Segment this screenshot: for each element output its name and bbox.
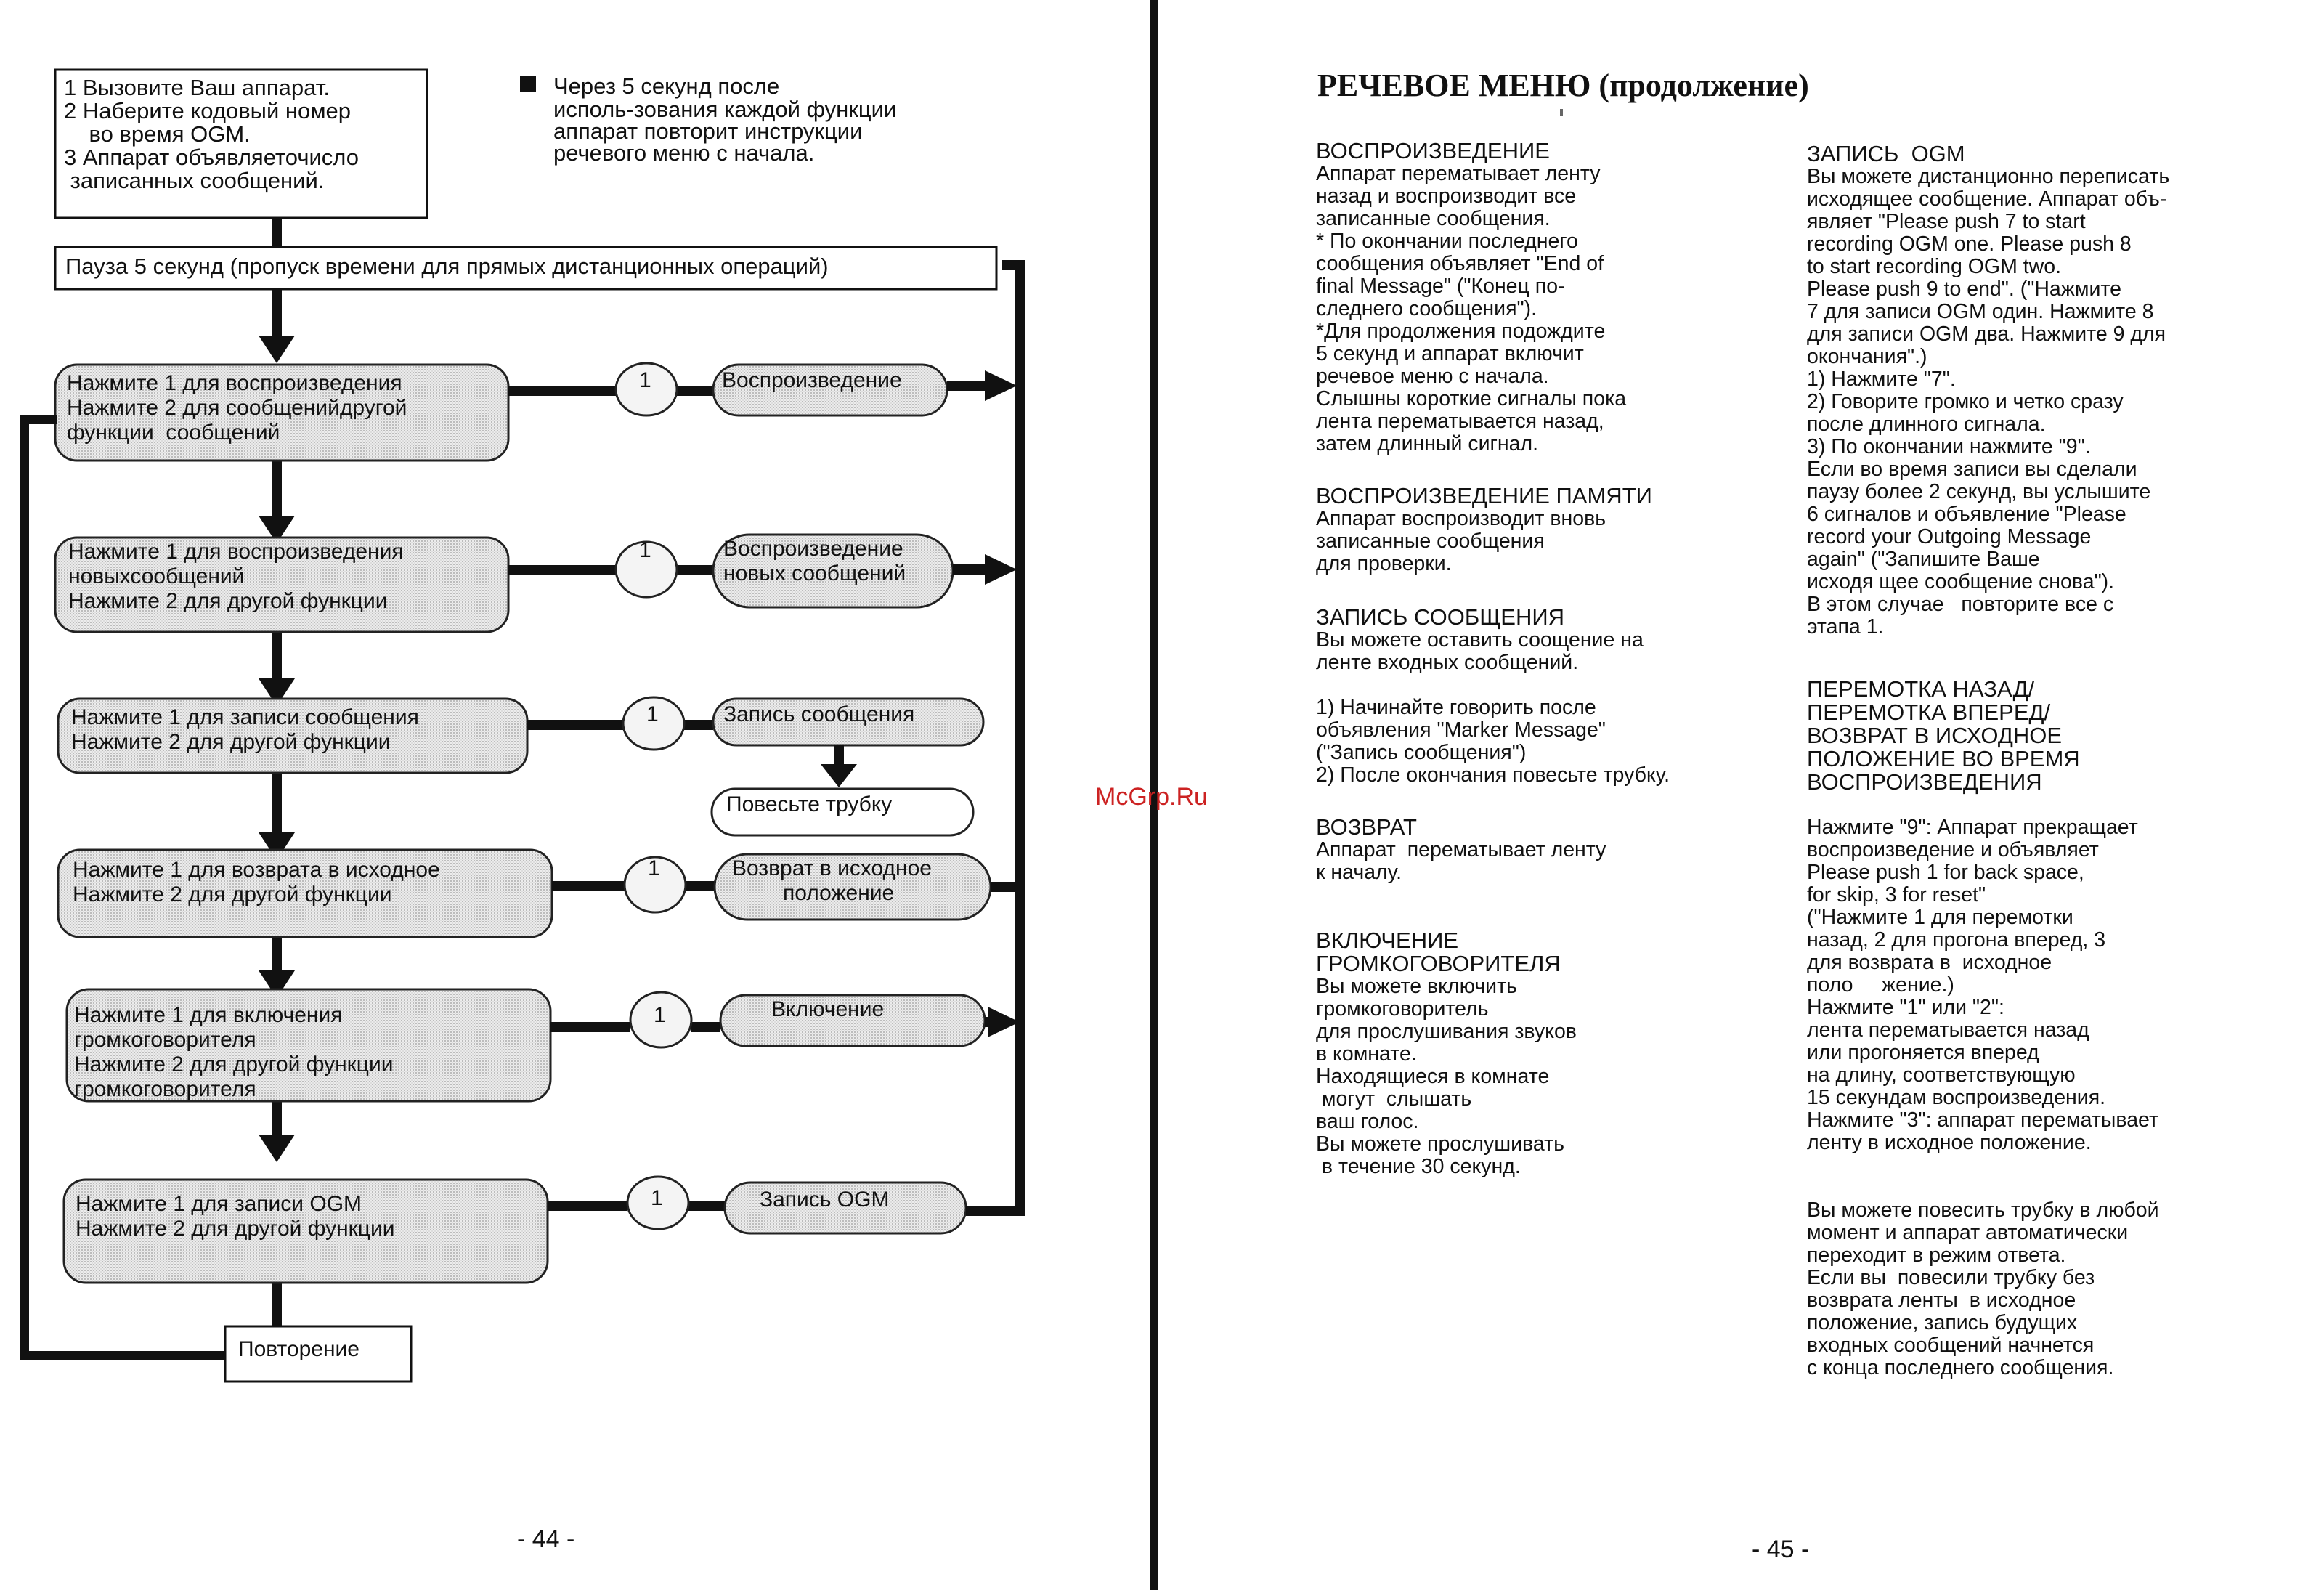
section-line: Вы можете оставить соощение на [1316,628,1644,652]
section-line [1807,1154,2169,1177]
result-label: Запись OGM [760,1188,890,1212]
section [1807,678,2169,1379]
key-label: 1 [639,368,651,392]
step-3-line: Нажмите 2 для другой функции [71,730,391,754]
section-line: исходящее сообщение. Аппарат объ- [1807,187,2167,211]
section-line: Вы можете прослушивать [1316,1132,1564,1156]
section-line: Вы можете дистанционно переписать [1807,165,2170,188]
section-line: речевое меню с начала. [1316,365,1549,388]
section-line: записанные сообщения. [1316,207,1551,230]
section-line: ленту в исходное положение. [1807,1131,2092,1154]
section-heading: ВКЛЮЧЕНИЕ [1316,928,1459,953]
section-line: final Message" ("Конец по- [1316,275,1565,298]
step-boxes [55,365,552,1283]
section-line: положение, запись будущих [1807,1311,2078,1334]
key-circles [616,363,691,1229]
repeat-label: Повторение [238,1337,359,1361]
section-line: Если во время записи вы сделали [1807,458,2137,481]
hangup-label: Повесьте трубку [726,792,893,816]
section-line: 5 секунд и аппарат включит [1316,342,1584,365]
section [1316,929,1670,1178]
section-line: являет "Please push 7 to start [1807,210,2086,233]
section-line: момент и аппарат автоматически [1807,1221,2129,1244]
section-line: Нажмите "9": Аппарат прекращает [1807,816,2138,839]
section-line: в комнате. [1316,1042,1417,1066]
step-2-line: Нажмите 1 для воспроизведения [68,540,404,564]
section-line: *Для продолжения подождите [1316,320,1606,343]
section-line: Аппарат перематывает ленту [1316,162,1601,185]
step-2-line: новыхсообщений [68,564,245,588]
result-label: Воспроизведение [723,537,903,561]
step-3-line: Нажмите 1 для записи сообщения [71,705,419,729]
note-line: Через 5 секунд после [553,73,780,99]
page-title: РЕЧЕВОЕ МЕНЮ (продолжение) [1317,68,1809,103]
key-label: 1 [646,702,659,726]
section-line [1807,794,2169,816]
section-line: объявления "Marker Message" [1316,718,1606,742]
section-line: для проверки. [1316,552,1452,575]
intro-line: во время OGM. [64,121,251,147]
key-label: 1 [651,1186,663,1210]
pause-text: Пауза 5 секунд (пропуск времени для прямых дистанционных операций) [65,253,829,279]
section-line: Слышны короткие сигналы пока [1316,387,1627,410]
section-line: 2) Говорите громко и четко сразу [1807,390,2124,413]
section-heading: ВОСПРОИЗВЕДЕНИЯ [1807,769,2042,795]
section-line: переходит в режим ответа. [1807,1244,2066,1267]
section-line: 7 для записи OGM один. Нажмите 8 [1807,300,2154,323]
section-line: В этом случае повторите все с [1807,593,2114,616]
intro-line: 3 Аппарат объявляеточисло [64,145,359,170]
section-heading: ВОЗВРАТ [1316,814,1417,840]
page-number-right: - 45 - [1752,1536,1810,1563]
result-label: новых сообщений [723,561,906,585]
section [1807,142,2169,638]
note-line: аппарат повторит инструкции [553,118,863,144]
section-line: записанные сообщения [1316,530,1545,553]
section-heading: ПОЛОЖЕНИЕ ВО ВРЕМЯ [1807,746,2080,771]
section-line: назад, 2 для прогона вперед, 3 [1807,928,2106,952]
step-5-line: громкоговорителя [74,1028,256,1052]
section-line: исходя щее сообщение снова"). [1807,570,2115,593]
section-line [1807,1177,2169,1199]
section-line: паузу более 2 секунд, вы услышите [1807,480,2151,503]
section-line: Находящиеся в комнате [1316,1065,1550,1088]
section-line: для прослушивания звуков [1316,1020,1577,1043]
step-2-line: Нажмите 2 для другой функции [68,589,388,613]
section-line: ("Нажмите 1 для перемотки [1807,906,2073,929]
section-line: Аппарат воспроизводит вновь [1316,507,1606,530]
step-6-line: Нажмите 1 для записи OGM [76,1192,362,1216]
note-line: исполь-зования каждой функции [553,97,897,122]
section-line: следнего сообщения"). [1316,297,1537,320]
result-label: Запись сообщения [723,702,915,726]
key-label: 1 [654,1003,666,1027]
section-line: для записи OGM два. Нажмите 9 для [1807,323,2166,346]
result-label: положение [783,881,895,905]
section-line: затем длинный сигнал. [1316,432,1539,455]
section-heading: ГРОМКОГОВОРИТЕЛЯ [1316,951,1561,976]
section-line: этапа 1. [1807,615,1884,638]
title-accent [1560,109,1563,116]
section-heading: ЗАПИСЬ OGM [1807,141,1965,166]
section-line: поло жение.) [1807,973,1954,997]
section-line: Аппарат перематывает ленту [1316,838,1606,861]
section-line: recording OGM one. Please push 8 [1807,232,2132,256]
section-line: ваш голос. [1316,1110,1419,1133]
intro-line: 2 Наберите кодовый номер [64,98,352,123]
intro-line: записанных сообщений. [64,168,325,193]
section-line: назад и воспроизводит все [1316,184,1577,208]
intro-line: 1 Вызовите Ваш аппарат. [64,75,330,100]
section-line: сообщения объявляет "End of [1316,252,1604,275]
step-4-line: Нажмите 2 для другой функции [73,883,392,906]
section-line: ("Запись сообщения") [1316,741,1527,764]
key-label: 1 [639,538,651,562]
step-1-line: Нажмите 1 для воспроизведения [67,371,402,395]
section-line [1316,674,1670,697]
section-line: лента перематывается назад, [1316,410,1604,433]
section-line: с конца последнего сообщения. [1807,1356,2114,1379]
section-line: к началу. [1316,861,1402,884]
section-heading: ПЕРЕМОТКА ВПЕРЕД/ [1807,699,2051,725]
section [1316,484,1670,575]
section-line: громкоговоритель [1316,997,1489,1021]
section-line: 1) Нажмите "7". [1807,368,1956,391]
section-line: на длину, соответствующую [1807,1063,2076,1087]
result-label: Возврат в исходное [732,856,932,880]
section-line: record your Outgoing Message [1807,525,2092,548]
step-1-line: функции сообщений [67,421,280,445]
column-left [1316,139,1670,1178]
page-number-left: - 44 - [517,1525,575,1553]
section-line: лента перематывается назад [1807,1018,2089,1042]
section-line: возврата ленты в исходное [1807,1289,2076,1312]
step-6-line: Нажмите 2 для другой функции [76,1217,395,1241]
section-line: входных сообщений начнется [1807,1334,2095,1357]
section-heading: ЗАПИСЬ СООБЩЕНИЯ [1316,604,1565,630]
section [1316,606,1670,787]
section [1316,816,1670,884]
section-line: 6 сигналов и объявление "Please [1807,503,2126,526]
section-heading: ВОСПРОИЗВЕДЕНИЕ ПАМЯТИ [1316,483,1652,508]
note-bullet [520,76,536,92]
section-line: again" ("Запишите Ваше [1807,548,2040,571]
section-line: 1) Начинайте говорить после [1316,696,1596,719]
section-line: 3) По окончании нажмите "9". [1807,435,2091,458]
section [1316,139,1670,455]
section-line: 2) После окончания повесьте трубку. [1316,763,1670,787]
section-line: могут слышать [1316,1087,1472,1111]
section-line: ленте входных сообщений. [1316,651,1579,674]
step-1-line: Нажмите 2 для сообщенийдругой [67,396,407,420]
section-line: to start recording OGM two. [1807,255,2062,278]
step-5-line: громкоговорителя [74,1077,256,1101]
section-line: Нажмите "1" или "2": [1807,996,2004,1019]
section-line: Вы можете повесить трубку в любой [1807,1198,2159,1222]
section-line: 15 секундам воспроизведения. [1807,1086,2106,1109]
section-line: Нажмите "3": аппарат перематывает [1807,1108,2159,1132]
column-right [1807,142,2169,1379]
section-heading: ВОЗВРАТ В ИСХОДНОЕ [1807,723,2063,748]
section-line: Please push 9 to end". ("Нажмите [1807,277,2121,301]
section-line: Вы можете включить [1316,975,1517,998]
step-4-line: Нажмите 1 для возврата в исходное [73,858,440,882]
section-line: или прогоняется вперед [1807,1041,2039,1064]
section-heading: ВОСПРОИЗВЕДЕНИЕ [1316,138,1550,163]
section-line: Если вы повесили трубку без [1807,1266,2095,1289]
section-line: в течение 30 секунд. [1316,1155,1521,1178]
section-line: для возврата в исходное [1807,951,2052,974]
result-label: Воспроизведение [722,368,902,392]
section-line: окончания".) [1807,345,1927,368]
key-label: 1 [648,856,660,880]
section-line: воспроизведение и объявляет [1807,838,2099,861]
step-5-line: Нажмите 1 для включения [74,1003,343,1027]
section-line: Please push 1 for back space, [1807,861,2084,884]
note-line: речевого меню с начала. [553,140,815,166]
section-heading: ПЕРЕМОТКА НАЗАД/ [1807,676,2035,702]
section-line: * По окончании последнего [1316,230,1578,253]
section-line: после длинного сигнала. [1807,413,2046,436]
watermark: McGrp.Ru [1095,783,1208,811]
result-label: Включение [771,997,885,1021]
step-5-line: Нажмите 2 для другой функции [74,1052,394,1076]
section-line: for skip, 3 for reset" [1807,883,1986,906]
